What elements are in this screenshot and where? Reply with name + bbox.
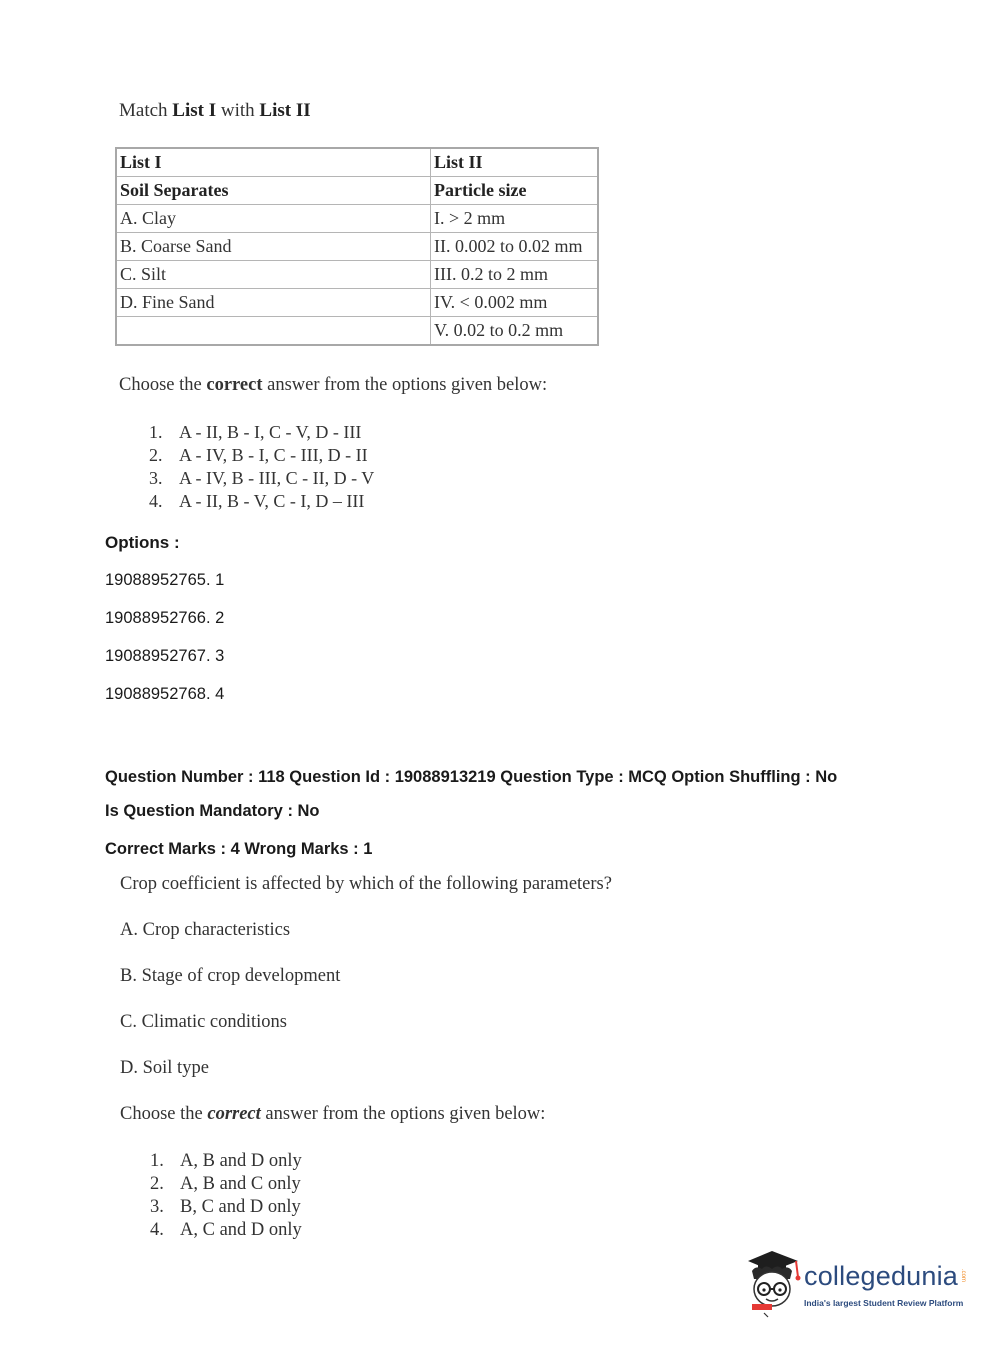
mascot-icon (742, 1247, 804, 1319)
answer-text: A - IV, B - III, C - II, D - V (179, 468, 375, 488)
answer-text: A, C and D only (180, 1220, 302, 1240)
answer-text: A - II, B - V, C - I, D – III (179, 491, 365, 511)
q2-choose-suffix: answer from the options given below: (260, 1104, 546, 1124)
logo-wordmark: collegedunia (804, 1261, 959, 1291)
table-row (116, 233, 598, 261)
q2-stem: Crop coefficient is affected by which of the following parameters? (120, 874, 612, 894)
answer-number: 3. (149, 468, 163, 488)
answer-text: A - IV, B - I, C - III, D - II (179, 445, 368, 465)
q1-answer-list (149, 421, 374, 513)
q1-intro-list1: List I (172, 100, 217, 121)
list-item (150, 1196, 302, 1219)
list-item: A. Crop characteristics (120, 920, 291, 940)
marks-meta: Correct Marks : 4 Wrong Marks : 1 (105, 840, 373, 858)
q1-intro (119, 100, 311, 122)
answer-number: 1. (149, 422, 163, 442)
table-cell: I. > 2 mm (431, 205, 599, 233)
answer-text: A, B and C only (180, 1174, 301, 1194)
option-id-line: 19088952765. 1 (105, 571, 225, 589)
answer-text: A, B and D only (180, 1151, 302, 1171)
answer-text: A - II, B - I, C - V, D - III (179, 422, 362, 442)
q1-choose-prefix: Choose the (119, 375, 207, 395)
list-item (150, 1219, 302, 1242)
logo-com: .com (960, 1269, 966, 1283)
options-heading: Options : (105, 533, 180, 552)
q1-intro-mid: with (216, 100, 260, 121)
table-row (116, 205, 598, 233)
q1-intro-list2: List II (259, 100, 311, 121)
list-item: C. Climatic conditions (120, 1012, 288, 1032)
table-row (116, 261, 598, 289)
answer-number: 3. (150, 1197, 164, 1217)
answer-number: 4. (150, 1220, 164, 1240)
table-cell: III. 0.2 to 2 mm (431, 261, 599, 289)
match-table (115, 147, 599, 346)
list-item: B. Stage of crop development (120, 966, 341, 986)
answer-number: 4. (149, 491, 163, 511)
list-item (149, 490, 374, 513)
table-cell: Particle size (431, 177, 599, 205)
option-id-line: 19088952766. 2 (105, 609, 225, 627)
answer-number: 2. (149, 445, 163, 465)
q2-choose-bold: correct (207, 1104, 261, 1124)
table-cell: V. 0.02 to 0.2 mm (431, 317, 599, 346)
q2-choose-prefix: Choose the (120, 1104, 208, 1124)
list-item (149, 444, 374, 467)
table-cell: D. Fine Sand (116, 289, 431, 317)
table-cell: Soil Separates (116, 177, 431, 205)
q1-intro-prefix: Match (119, 100, 173, 121)
q2-choose-instruction (120, 1104, 545, 1125)
option-id-line: 19088952767. 3 (105, 647, 225, 665)
table-cell: List I (116, 148, 431, 177)
table-cell: B. Coarse Sand (116, 233, 431, 261)
table-cell (116, 317, 431, 346)
q1-choose-suffix: answer from the options given below: (262, 375, 548, 395)
table-row (116, 148, 598, 177)
list-item (149, 421, 374, 444)
option-id-line: 19088952768. 4 (105, 685, 225, 703)
table-cell: IV. < 0.002 mm (431, 289, 599, 317)
table-row (116, 289, 598, 317)
table-cell: List II (431, 148, 599, 177)
list-item: D. Soil type (120, 1058, 209, 1078)
collegedunia-logo[interactable] (742, 1247, 972, 1317)
list-item (149, 467, 374, 490)
table-row (116, 317, 598, 346)
table-row (116, 177, 598, 205)
table-cell: C. Silt (116, 261, 431, 289)
q2-answer-list (150, 1150, 302, 1242)
question-meta: Question Number : 118 Question Id : 19088913219 Question Type : MCQ Option Shuffling : No (105, 768, 838, 786)
table-cell: II. 0.002 to 0.02 mm (431, 233, 599, 261)
logo-tagline: India's largest Student Review Platform (804, 1298, 964, 1308)
q1-choose-bold: correct (206, 375, 263, 395)
list-item (150, 1173, 302, 1196)
answer-number: 1. (150, 1151, 164, 1171)
table-cell: A. Clay (116, 205, 431, 233)
answer-number: 2. (150, 1174, 164, 1194)
q1-choose-instruction (119, 375, 547, 396)
mandatory-meta: Is Question Mandatory : No (105, 802, 320, 820)
answer-text: B, C and D only (180, 1197, 301, 1217)
list-item (150, 1150, 302, 1173)
